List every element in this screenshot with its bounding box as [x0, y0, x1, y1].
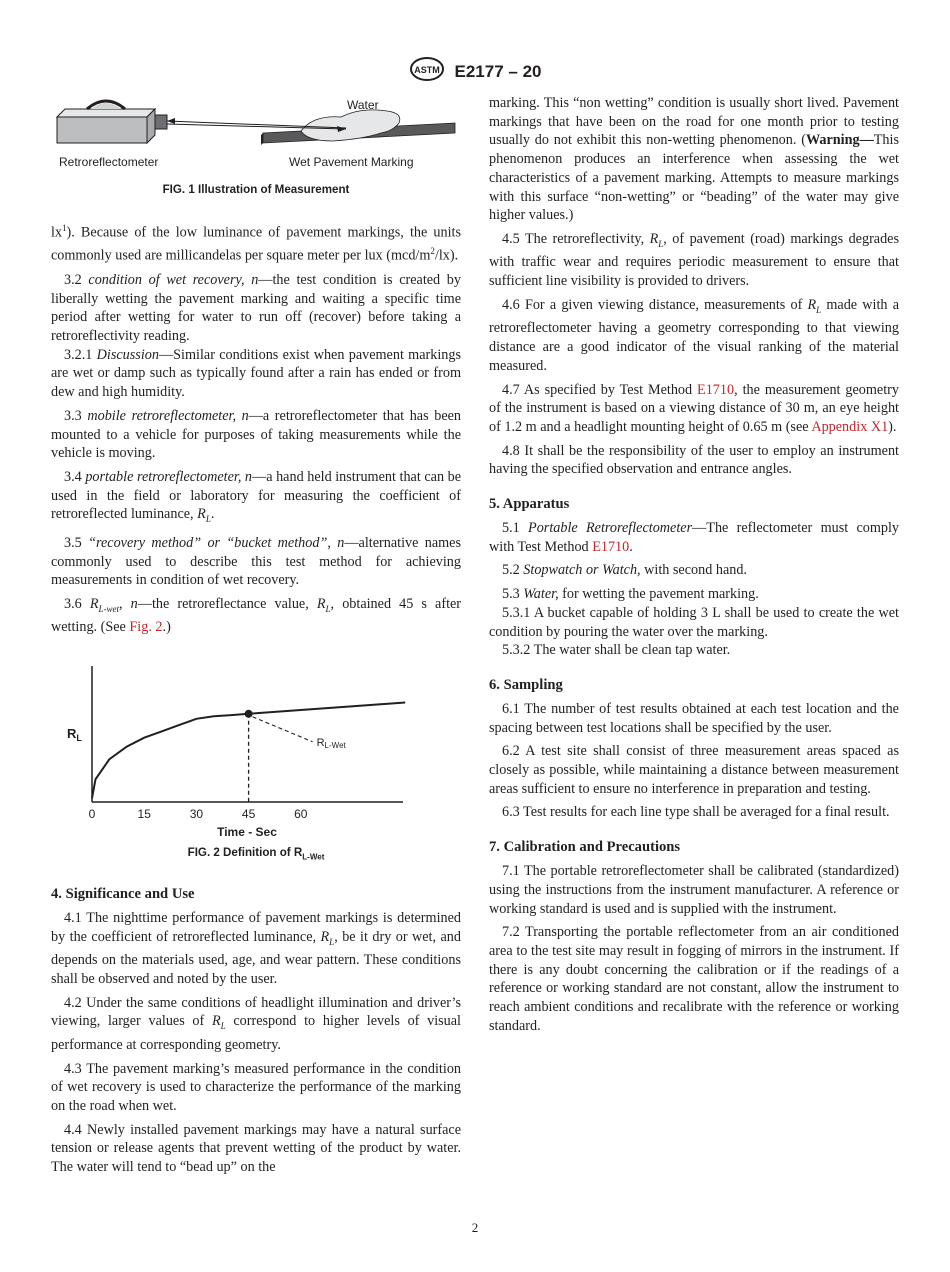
- section-3-4: 3.4 portable retroreflectometer, n—a hand held instrument that can be used in the field or laboratory for measuring the coefficient of retroreflected luminance, $R_L$.: [51, 468, 461, 525]
- x-tick-label: 45: [241, 807, 256, 821]
- link-e1710[interactable]: E1710: [697, 381, 735, 398]
- section-4-4: 4.4 Newly installed pavement markings may have a natural surface tension or release agents that prevent wetting of the product by water. The water will tend to “bead up” on the: [51, 1121, 462, 1176]
- figure-1-illustration: [51, 95, 461, 175]
- section-3-3: 3.3 mobile retroreflectometer, n—a retroreflectometer that has been mounted to a vehicle for purposes of taking measurements while the vehicle is moving.: [51, 407, 462, 462]
- section-3-6: 3.6 $R_{L-wet}$, n—the retroreflectance value, $R_L$, obtained 45 s after wetting. (See Fig. 2.): [51, 595, 462, 636]
- annotation-leader: [253, 717, 313, 742]
- section-6-1: 6.1 The number of test results obtained at each test location and the spacing between test locations shall be specified by the user.: [489, 700, 899, 736]
- page-header: [0, 56, 950, 87]
- section-5-1: 5.1 Portable Retroreflectometer—The reflectometer must comply with Test Method E1710.: [489, 520, 900, 555]
- section-7-heading: 7. Calibration and Precautions: [489, 839, 681, 856]
- section-7-2: 7.2 Transporting the portable reflectometer from an air conditioned area to the test site may result in fogging of mirrors in the instrument. If there is any doubt concerning the calibration or if the readings of a reference or working standard are not constant, allow the instrument to reach ambient conditions and recalibrate with the reference or working standard.: [489, 924, 899, 1034]
- left-column-section-4: [51, 886, 461, 1177]
- x-tick-label: 60: [294, 807, 308, 821]
- svg-text:ASTM: ASTM: [413, 65, 440, 75]
- section-5-3-1: 5.3.1 A bucket capable of holding 3 L shall be used to create the wet condition by pouring the water over the marking.: [489, 604, 899, 640]
- y-axis-label: $R_L$: [67, 726, 82, 743]
- x-tick-label: 0: [88, 807, 96, 821]
- section-4-5: 4.5 The retroreflectivity, $R_L$, of pavement (road) markings degrades with traffic wear and requires periodic measurement to ensure that sufficient line visibility is provided to drivers.: [489, 230, 899, 290]
- section-6-3: 6.3 Test results for each line type shall be averaged for a final result.: [502, 804, 890, 821]
- section-4-heading: 4. Significance and Use: [51, 886, 195, 902]
- x-tick-label: 30: [189, 807, 204, 821]
- section-5-heading: 5. Apparatus: [489, 496, 570, 513]
- link-fig-2[interactable]: Fig. 2: [129, 619, 163, 636]
- section-4-2: 4.2 Under the same conditions of headlight illumination and driver’s viewing, larger values of $R_L$ correspond to higher levels of visual performance at corresponding geometry.: [51, 994, 462, 1053]
- section-3-2: 3.2 condition of wet recovery, n—the test condition is created by liberally wetting the pavement marking and waiting a specific time period after wetting for water to run off (recover) before taking a retroreflectivity reading.: [51, 271, 461, 344]
- section-4-6: 4.6 For a given viewing distance, measurements of $R_L$ made with a retroreflectometer having a geometry corresponding to that viewing distance are a good indicator of the visual ranking of the material measured.: [489, 296, 899, 374]
- label-wet-pavement-marking: Wet Pavement Marking: [289, 155, 414, 169]
- paragraph-lux: $lx^1$). Because of the low luminance of pavement markings, the units commonly used are millicandelas per square meter per lux $(mcd/m^2/lx)$.: [51, 223, 461, 265]
- section-4-4-continued: marking. This “non wetting” condition is usually short lived. Pavement markings that have been on the road for one month prior to testing usually do not exhibit this non-wetting phenomenon. (Warning—This phenomenon produces an interference when assessing the wet characteristics of a pavement marking. Attempts to measure markings with this surface “non-wetting” or “beading” of the water may give higher values.): [489, 95, 899, 224]
- section-4-7: 4.7 As specified by Test Method E1710, the measurement geometry of the instrument is based on a viewing distance of 30 m, an eye height of 1.2 m and a headlight mounting height of 0.65 m (see Appendix X1).: [489, 381, 899, 435]
- section-6-2: 6.2 A test site shall consist of three measurement areas spaced as closely as possible, while maintaining a distance between measurement areas sufficient to ensure no interference in preparation and testing.: [489, 743, 899, 797]
- section-5-2: 5.2 Stopwatch or Watch, with second hand.: [502, 562, 747, 579]
- figure-1: [51, 95, 461, 195]
- x-tick-label: 15: [137, 807, 151, 821]
- x-axis-label: Time - Sec: [217, 825, 277, 839]
- right-column: [489, 94, 899, 1035]
- section-7-1: 7.1 The portable retroreflectometer shall be calibrated (standardized) using the instructions from the instrument manufacturer. A reference or working standard is used and is supplied with the instrument.: [489, 863, 899, 917]
- standard-designation: E2177 – 20: [454, 61, 542, 81]
- section-4-1: 4.1 The nighttime performance of pavement markings is determined by the coefficient of retroreflected luminance, $R_L$, be it dry or wet, and depends on the materials used, age, and wear pattern. These conditions shall be observed and noted by the user.: [51, 910, 461, 987]
- section-6-heading: 6. Sampling: [489, 676, 563, 693]
- data-point-rl-wet: [245, 710, 253, 718]
- annotation-label-rl-wet: RL-Wet: [316, 736, 346, 750]
- label-retroreflectometer: Retroreflectometer: [59, 155, 159, 169]
- page-number: 2: [471, 1220, 479, 1235]
- section-5-3: 5.3 Water, for wetting the pavement marking.: [502, 586, 759, 603]
- figure-2-chart: [51, 660, 461, 840]
- figure-2-caption: FIG. 2 Definition of $R_{L-Wet}$: [187, 846, 325, 862]
- astm-logo: [409, 56, 445, 87]
- link-e1710-2[interactable]: E1710: [592, 538, 630, 555]
- label-water: Water: [347, 98, 379, 112]
- section-3-5: 3.5 “recovery method” or “bucket method”, n—alternative names commonly used to describe this test method for achieving measurements in condition of wet recovery.: [51, 534, 461, 589]
- section-5-3-2: 5.3.2 The water shall be clean tap water.: [502, 642, 731, 659]
- section-3-2-1: 3.2.1 Discussion—Similar conditions exist when pavement markings are wet or damp such as typically found after a rain has ended or from dew and high humidity.: [51, 346, 461, 401]
- figure-1-caption: FIG. 1 Illustration of Measurement: [162, 183, 350, 196]
- link-appendix-x1[interactable]: Appendix X1: [811, 418, 889, 435]
- section-4-3: 4.3 The pavement marking’s measured performance in the condition of wet recovery is used to characterize the performance of the marking on the road when wet.: [51, 1060, 462, 1114]
- left-column: [51, 219, 461, 637]
- figure-2: [51, 660, 461, 860]
- section-4-8: 4.8 It shall be the responsibility of the user to employ an instrument having the specified observation and entrance angles.: [489, 442, 900, 478]
